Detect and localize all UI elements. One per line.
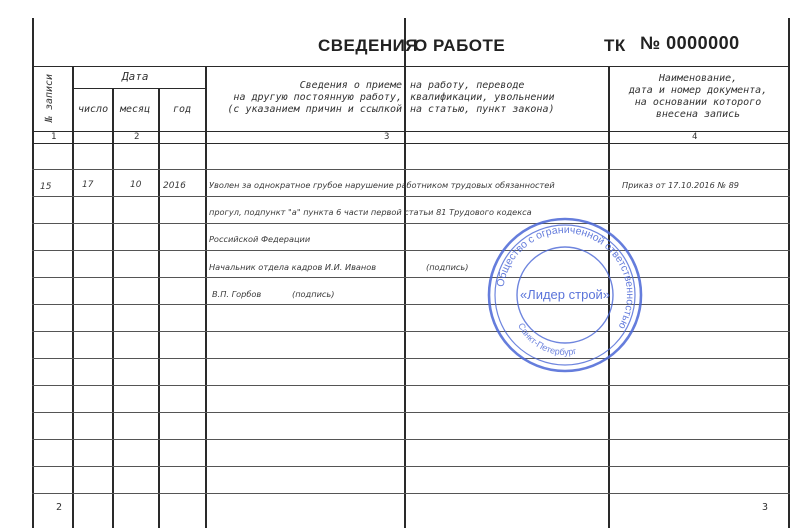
row-line-right bbox=[404, 385, 790, 386]
colnum-bottom-line bbox=[32, 143, 406, 144]
series: ТК bbox=[604, 36, 626, 55]
header-doc-line1: Наименование, bbox=[658, 73, 738, 84]
right-page-number: 3 bbox=[762, 502, 769, 513]
row-line-left bbox=[32, 412, 406, 413]
row-line-left bbox=[32, 250, 406, 251]
date-subheader-line bbox=[74, 88, 206, 89]
document-number: № 0000000 bbox=[640, 33, 740, 53]
left-page-number: 2 bbox=[56, 502, 63, 513]
left-page-title: СВЕДЕНИЯ bbox=[318, 36, 419, 55]
entry-line-4-sign: (подпись) bbox=[426, 262, 469, 272]
header-record-number: № записи bbox=[44, 73, 55, 123]
row-line-right bbox=[404, 196, 790, 197]
entry-line-5: В.П. Горбов bbox=[212, 289, 262, 299]
entry-line-1: Уволен за однократное грубое нарушение работником трудовых обязанностей bbox=[209, 180, 555, 190]
header-info-left-line3: (с указанием причин и ссылкой bbox=[227, 104, 402, 115]
row-line-left bbox=[32, 358, 406, 359]
row-line-left bbox=[32, 223, 406, 224]
page-spine bbox=[404, 18, 406, 528]
row-line-right bbox=[404, 169, 790, 170]
right-page-title: О РАБОТЕ bbox=[414, 36, 506, 55]
colnum-2: 2 bbox=[134, 132, 140, 142]
entry-month: 10 bbox=[130, 180, 142, 190]
stamp-center-text: «Лидер строй» bbox=[519, 287, 611, 302]
stamp-ring-text: Общество с ограниченной ответственностью bbox=[494, 223, 637, 331]
header-year: год bbox=[173, 104, 192, 115]
colnum-bottom-line-right bbox=[404, 143, 790, 144]
row-line-left bbox=[32, 493, 406, 494]
header-doc-line3: на основании которого bbox=[634, 97, 762, 108]
header-day: число bbox=[78, 104, 109, 115]
row-line-left bbox=[32, 169, 406, 170]
entry-document: Приказ от 17.10.2016 № 89 bbox=[622, 180, 739, 190]
header-info-right bbox=[410, 80, 606, 116]
colnum-4: 4 bbox=[692, 132, 698, 142]
entry-line-2: прогул, подпункт "а" пункта 6 части первой статьи 81 Трудового кодекса bbox=[209, 207, 532, 217]
entry-year: 2016 bbox=[163, 181, 186, 191]
col-sep-day bbox=[112, 88, 114, 528]
row-line-right bbox=[404, 439, 790, 440]
right-page-outer-border bbox=[788, 18, 790, 528]
row-line-right bbox=[404, 412, 790, 413]
entry-line-4: Начальник отдела кадров И.И. Иванов bbox=[209, 262, 377, 272]
header-date: Дата bbox=[122, 70, 149, 83]
header-doc-line4: внесена запись bbox=[655, 109, 741, 120]
left-page-outer-border bbox=[32, 18, 34, 528]
header-info-left-line2: на другую постоянную работу, bbox=[233, 92, 402, 103]
row-line-left bbox=[32, 196, 406, 197]
row-line-left bbox=[32, 304, 406, 305]
header-top-line-right bbox=[404, 66, 790, 67]
row-line-left bbox=[32, 331, 406, 332]
entry-record-number: 15 bbox=[40, 182, 52, 192]
row-line-left bbox=[32, 385, 406, 386]
col-sep-month bbox=[158, 88, 160, 528]
header-info-left bbox=[212, 80, 402, 116]
colnum-3: 3 bbox=[384, 132, 390, 142]
header-doc-line2: дата и номер документа, bbox=[628, 85, 768, 96]
header-info-right-line2: квалификации, увольнении bbox=[410, 92, 555, 103]
header-bottom-line-right bbox=[404, 131, 790, 132]
header-top-line bbox=[32, 66, 406, 67]
row-line-left bbox=[32, 277, 406, 278]
col-sep-date bbox=[205, 66, 207, 528]
col-sep-number bbox=[72, 66, 74, 528]
header-bottom-line bbox=[32, 131, 406, 132]
row-line-left bbox=[32, 439, 406, 440]
entry-line-3: Российской Федерации bbox=[209, 234, 311, 244]
colnum-1: 1 bbox=[51, 132, 57, 142]
header-info-right-line1: на работу, переводе bbox=[410, 80, 525, 91]
row-line-left bbox=[32, 466, 406, 467]
header-document bbox=[612, 73, 784, 121]
entry-day: 17 bbox=[82, 180, 94, 190]
header-info-left-line1: Сведения о приеме bbox=[299, 80, 402, 91]
entry-line-5-sign: (подпись) bbox=[292, 289, 335, 299]
company-stamp bbox=[485, 215, 645, 375]
row-line-right bbox=[404, 466, 790, 467]
header-info-right-line3: на статью, пункт закона) bbox=[410, 104, 555, 115]
stamp-city-text: Санкт-Петербург bbox=[516, 321, 578, 358]
row-line-right bbox=[404, 493, 790, 494]
header-month: месяц bbox=[120, 104, 151, 115]
